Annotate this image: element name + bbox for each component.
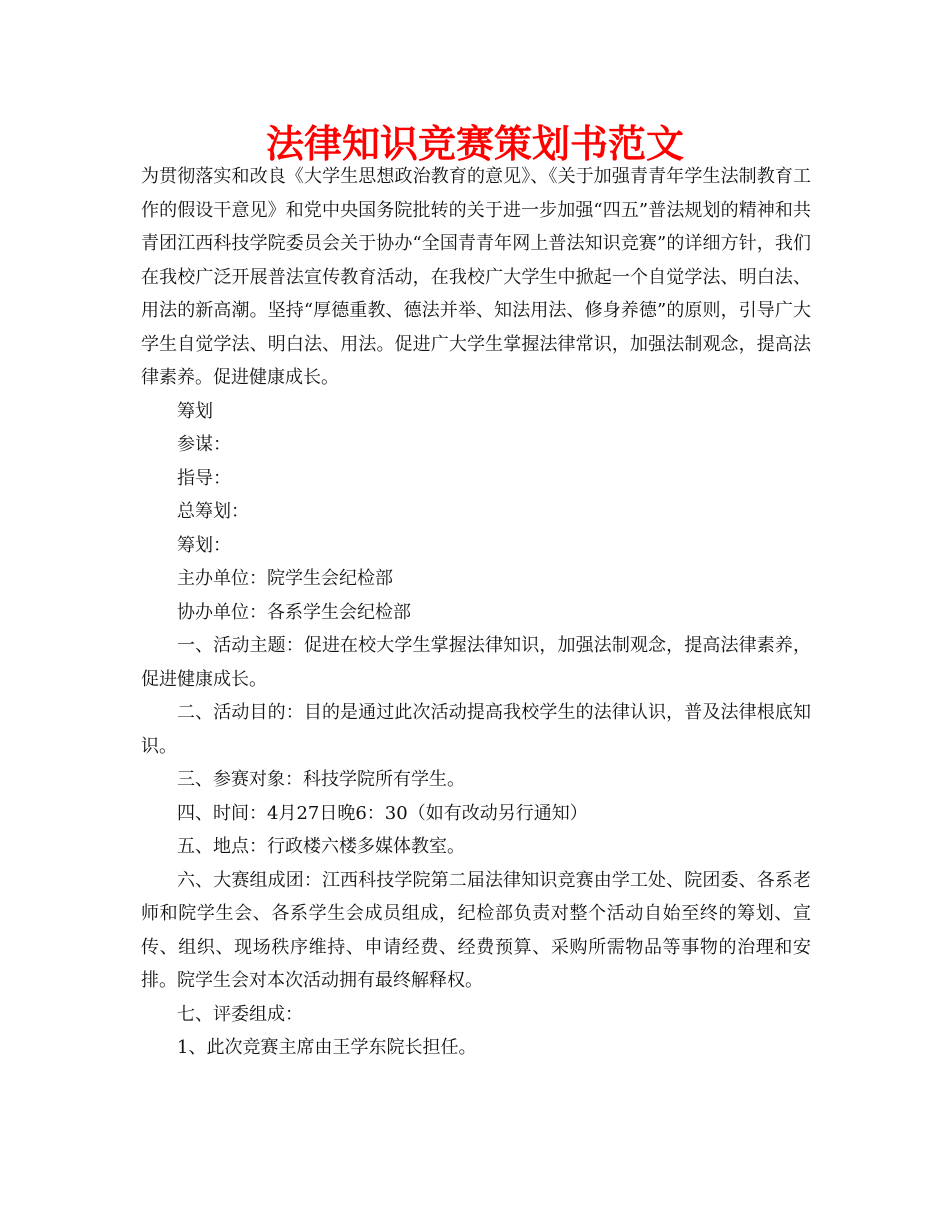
plan-heading: 筹划	[177, 400, 213, 422]
judges-item-1: 1、此次竞赛主席由王学东院长担任。	[177, 1037, 477, 1058]
organizer-line: 主办单位：院学生会纪检部	[177, 568, 393, 589]
document-title: 法律知识竞赛策划书范文	[265, 122, 684, 166]
section-participants: 三、参赛对象：科技学院所有学生。	[177, 769, 465, 790]
section-theme: 一、活动主题：促进在校大学生掌握法律知识，加强法制观念，提高法律素养，促进健康成长。	[141, 635, 811, 690]
co-organizer-line: 协办单位：各系学生会纪检部	[177, 601, 411, 623]
section-judges: 七、评委组成：	[177, 1003, 303, 1025]
planner-line: 筹划：	[177, 534, 231, 556]
intro-paragraph: 为贯彻落实和改良《大学生思想政治教育的意见》、《关于加强青青年学生法制教育工作的假设干意见》和党中央国务院批转的关于进一步加强“四五”普法规划的精神和共青团江西科技学院委员会关于协办“全国青青年网上普法知识竞赛”的详细方针，我们在我校广泛开展普法宣传教育活动，在我校广大学生中掀起一个自觉学法、明白法、用法的新高潮。坚持“厚德重教、德法并举、知法用法、修身养德”的原则，引导广大学生自觉学法、明白法、用法。促进广大学生掌握法律常识，加强法制观念，提高法律素养。促进健康成长。	[141, 166, 811, 388]
section-time: 四、时间：4月27日晚6：30（如有改动另行通知）	[177, 802, 588, 824]
section-location: 五、地点：行政楼六楼多媒体教室。	[177, 836, 465, 857]
advisor-line: 参谋：	[177, 434, 231, 455]
section-purpose: 二、活动目的：目的是通过此次活动提高我校学生的法律认识，普及法律根底知识。	[141, 702, 811, 757]
guidance-line: 指导：	[177, 467, 231, 489]
chief-planner-line: 总筹划：	[177, 501, 249, 522]
section-organizing-team: 六、大赛组成团：江西科技学院第二届法律知识竞赛由学工处、院团委、各系老师和院学生会、各系学生会成员组成，纪检部负责对整个活动自始至终的筹划、宣传、组织、现场秩序维持、申请经费、经费预算、采购所需物品等事物的治理和安排。院学生会对本次活动拥有最终解释权。	[141, 869, 811, 991]
document-body	[141, 160, 811, 1065]
